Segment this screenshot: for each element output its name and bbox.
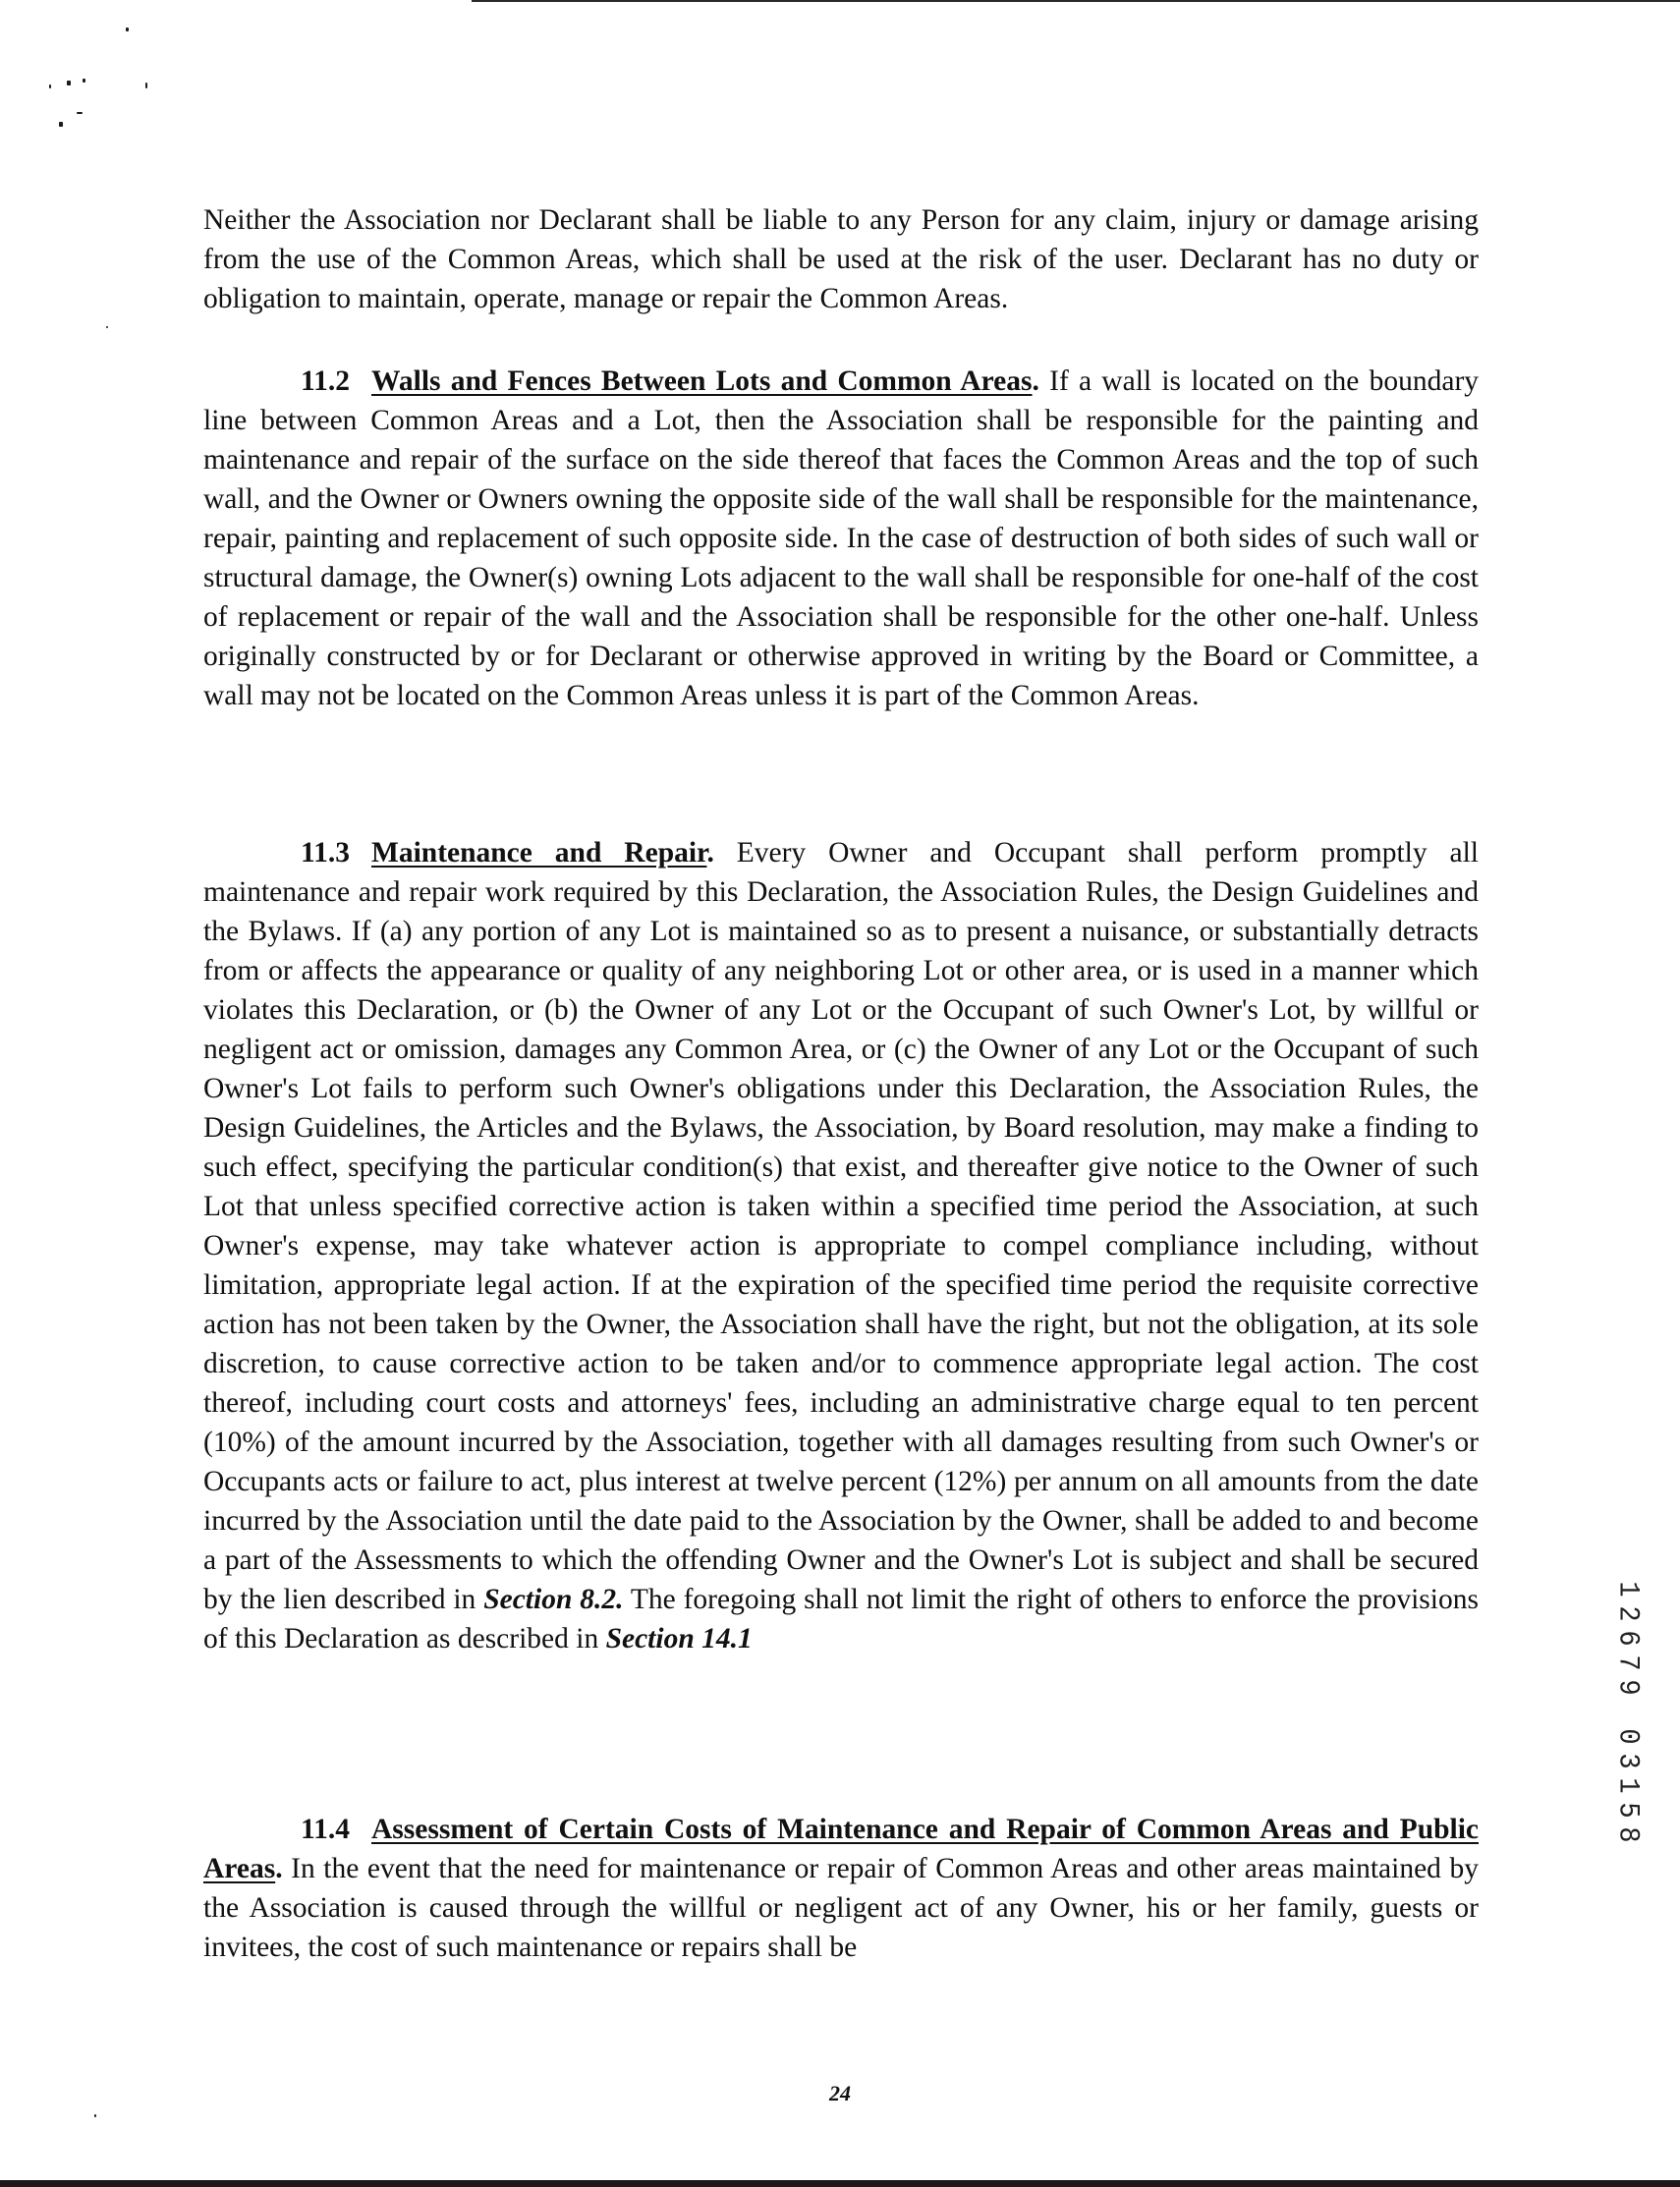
stamp-digit: 6 (1610, 1630, 1645, 1647)
section-text: Every Owner and Occupant shall perform promptly all maintenance and repair work required by this Declaration, the Association Rules, the Design Guidelines and the Bylaws. If (a) any portion of any Lot is maintained so as to present a nuisance, or substantially detracts from or affects the appearance or quality of any neighboring Lot or other area, or is used in a manner which violates this Declaration, or (b) the Owner of any Lot or the Occupant of such Owner's Lot, by willful or negligent act or omission, damages any Common Area, or (c) the Owner of any Lot or the Occupant of such Owner's Lot fails to perform such Owner's obligations under this Declaration, the Association Rules, the Design Guidelines, the Articles and the Bylaws, the Association, by Board resolution, may make a finding to such effect, specifying the particular condition(s) that exist, and thereafter give notice to the Owner of such Lot that unless specified corrective action is taken within a specified time period the Association, at such Owner's expense, may take whatever action is appropriate to compel compliance including, without limitation, appropriate legal action. If at the expiration of the specified time period the requisite corrective action has not been taken by the Owner, the Association shall have the right, but not the obligation, at its sole discretion, to cause corrective action to be taken and/or to commence appropriate legal action. The cost thereof, including court costs and attorneys' fees, including an administrative charge equal to ten percent (10%) of the amount incurred by the Association, together with all damages resulting from such Owner's or Occupants acts or failure to act, plus interest at twelve percent (12%) per annum on all amounts from the date incurred by the Association until the date paid to the Association by the Owner, shall be added to and become a part of the Assessments to which the offending Owner and the Owner's Lot is subject and shall be secured by the lien described in (203, 837, 1480, 1615)
bottom-scan-edge (0, 2180, 1680, 2187)
top-scan-rule (472, 0, 1680, 2)
stamp-digit: 7 (1610, 1654, 1645, 1671)
scan-speck (59, 122, 63, 127)
stamp-digit: 1 (1610, 1581, 1645, 1598)
section-title: Walls and Fences Between Lots and Common Areas (371, 365, 1033, 397)
stamp-digit: 2 (1610, 1605, 1645, 1622)
scan-speck (77, 112, 83, 114)
section-text-continued: The foregoing shall not limit the right of others to enforce the provisions of this Declaration as described in (203, 1584, 1479, 1654)
section-11-3: 11.3 Maintenance and Repair. Every Owner and Occupant shall perform promptly all maintenance and repair work required by this Declaration, the Association Rules, the Design Guidelines and the Bylaws. If (a) any portion of any Lot is maintained so as to present a nuisance, or substantially detracts from or affects the appearance or quality of any neighboring Lot or other area, or is used in a manner which violates this Declaration, or (b) the Owner of any Lot or the Occupant of such Owner's Lot, by willful or negligent act or omission, damages any Common Area, or (c) the Owner of any Lot or the Occupant of such Owner's Lot fails to perform such Owner's obligations under this Declaration, the Association Rules, the Design Guidelines, the Articles and the Bylaws, the Association, by Board resolution, may make a finding to such effect, specifying the particular condition(s) that exist, and thereafter give notice to the Owner of such Lot that unless specified corrective action is taken within a specified time period the Association, at such Owner's expense, may take whatever action is appropriate to compel compliance including, without limitation, appropriate legal action. If at the expiration of the specified time period the requisite corrective action has not been taken by the Owner, the Association shall have the right, but not the obligation, at its sole discretion, to cause corrective action to be taken and/or to commence appropriate legal action. The cost thereof, including court costs and attorneys' fees, including an administrative charge equal to ten percent (10%) of the amount incurred by the Association, together with all damages resulting from such Owner's or Occupants acts or failure to act, plus interest at twelve percent (12%) per annum on all amounts from the date incurred by the Association until the date paid to the Association by the Owner, shall be added to and become a part of the Assessments to which the offending Owner and the Owner's Lot is subject and shall be secured by the lien described in Section 8.2. The foregoing shall not limit the right of others to enforce the provisions of this Declaration as described in Section 14.1 (203, 833, 1479, 1658)
scan-speck (126, 28, 129, 31)
stamp-digit: 9 (1610, 1679, 1645, 1696)
scan-speck (83, 79, 85, 83)
section-11-4: 11.4 Assessment of Certain Costs of Maintenance and Repair of Common Areas and Public Areas. In the event that the need for maintenance or repair of Common Areas and other areas maintained by the Association is caused through the willful or negligent act of any Owner, his or her family, guests or invitees, the cost of such maintenance or repairs shall be (203, 1810, 1479, 1967)
stamp-digit: 8 (1610, 1826, 1645, 1843)
stamp-digit: 5 (1610, 1802, 1645, 1819)
scan-speck (94, 2114, 96, 2117)
page-number: 24 (829, 2081, 851, 2105)
recording-number-stamp (1607, 1577, 1647, 1847)
section-text: In the event that the need for maintenance or repair of Common Areas and other areas maintained by the Association is caused through the willful or negligent act of any Owner, his or her family, guests or invitees, the cost of such maintenance or repairs shall be (203, 1853, 1480, 1963)
section-number: 11.3 (301, 837, 350, 869)
section-title: Assessment of Certain Costs of Maintenance and Repair of Common Areas and Public Areas (203, 1814, 1479, 1884)
stamp-digit: 1 (1610, 1777, 1645, 1794)
scan-speck (145, 83, 147, 88)
stamp-digit: 3 (1610, 1753, 1645, 1769)
section-title: Maintenance and Repair (371, 837, 707, 869)
section-11-2: 11.2 Walls and Fences Between Lots and Common Areas. If a wall is located on the boundary line between Common Areas and a Lot, then the Association shall be responsible for the painting and maintenance and repair of the surface on the side thereof that faces the Common Areas and the top of such wall, and the Owner or Owners owning the opposite side of the wall shall be responsible for the maintenance, repair, painting and replacement of such opposite side. In the case of destruction of both sides of such wall or structural damage, the Owner(s) owning Lots adjacent to the wall shall be responsible for one-half of the cost of replacement or repair of the wall and the Association shall be responsible for the other one-half. Unless originally constructed by or for Declarant or otherwise approved in writing by the Board or Committee, a wall may not be located on the Common Areas unless it is part of the Common Areas. (203, 362, 1479, 715)
section-reference: Section 8.2 (483, 1584, 617, 1615)
scan-speck (67, 81, 71, 85)
section-reference: Section 14.1 (605, 1623, 753, 1654)
section-number: 11.2 (301, 365, 350, 397)
scan-speck (49, 84, 51, 88)
section-number: 11.4 (301, 1814, 350, 1845)
intro-paragraph: Neither the Association nor Declarant shall be liable to any Person for any claim, injury or damage arising from the use of the Common Areas, which shall be used at the risk of the user. Declarant has no duty or obligation to maintain, operate, manage or repair the Common Areas. (203, 204, 1479, 314)
scan-speck (106, 326, 108, 328)
section-text: If a wall is located on the boundary line between Common Areas and a Lot, then the Association shall be responsible for the painting and maintenance and repair of the surface on the side thereof that faces the Common Areas and the top of such wall, and the Owner or Owners owning the opposite side of the wall shall be responsible for the maintenance, repair, painting and replacement of such opposite side. In the case of destruction of both sides of such wall or structural damage, the Owner(s) owning Lots adjacent to the wall shall be responsible for one-half of the cost of replacement or repair of the wall and the Association shall be responsible for the other one-half. Unless originally constructed by or for Declarant or otherwise approved in writing by the Board or Committee, a wall may not be located on the Common Areas unless it is part of the Common Areas. (203, 365, 1480, 711)
stamp-digit: 0 (1610, 1728, 1645, 1745)
